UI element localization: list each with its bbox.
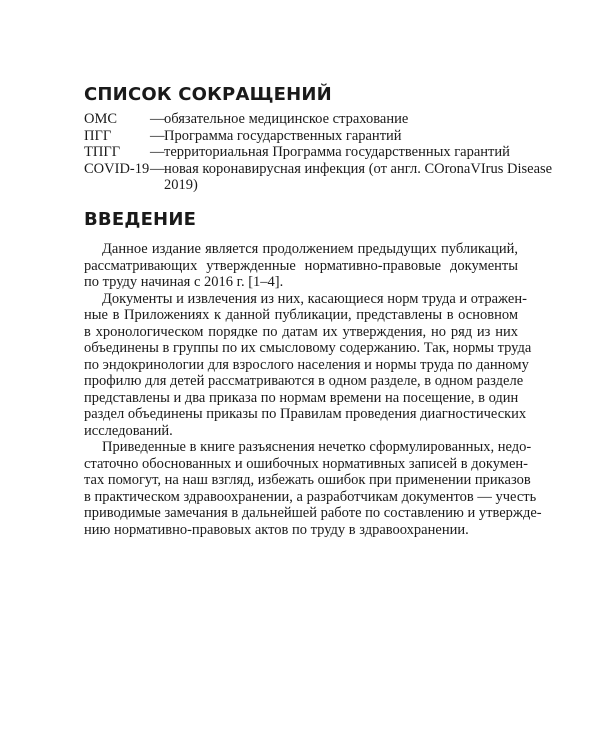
- definition-line: 2019): [164, 177, 198, 193]
- paragraph: [84, 241, 518, 291]
- abbreviation-definition: территориальная Программа государственных гарантий: [164, 144, 510, 160]
- abbreviation-definition: обязательное медицинское страхование: [164, 111, 409, 127]
- introduction-body: [84, 241, 542, 538]
- paragraph-line: по эндокринологии для взрослого населения и нормы труда по данному: [84, 356, 529, 373]
- abbreviation-row: [84, 111, 524, 128]
- paragraph: [84, 290, 532, 440]
- abbreviation-row: [84, 160, 553, 194]
- definition-line: новая коронавирусная инфекция (от англ. COronaVIrus Disease: [164, 160, 553, 177]
- paragraph-line: в хронологическом порядке по датам их утверждения, но ряд из них: [84, 323, 518, 340]
- abbreviation-term: ОМС: [84, 111, 118, 127]
- paragraph-line: тах помогут, на наш взгляд, избежать ошибок при применении приказов: [84, 472, 531, 488]
- paragraph-line: Документы и извлечения из них, касающиеся норм труда и отражен-: [102, 290, 527, 307]
- paragraph-line: профилю для детей рассматриваются в одном разделе, в одном разделе: [84, 373, 524, 389]
- paragraph-line: по труду начиная с 2016 г. [1–4].: [84, 274, 284, 290]
- abbreviation-definition: [164, 161, 552, 194]
- abbreviation-dash: —: [150, 144, 165, 160]
- abbreviation-row: [84, 144, 524, 161]
- paragraph-line: Приведенные в книге разъяснения нечетко сформулированных, недо-: [102, 439, 532, 455]
- abbreviations-heading: СПИСОК СОКРАЩЕНИЙ: [84, 84, 332, 105]
- paragraph-line: ные в Приложениях к данной публикации, представлены в основном: [84, 307, 518, 323]
- abbreviation-term: COVID-19: [84, 160, 150, 177]
- paragraph-line: исследований.: [84, 422, 173, 439]
- paragraph-line: рассматривающих утвержденные нормативно-правовые документы: [84, 257, 518, 274]
- abbreviation-term: ТПГГ: [84, 144, 121, 160]
- abbreviation-dash: —: [150, 111, 165, 127]
- paragraph-line: Данное издание является продолжением предыдущих публикаций,: [102, 241, 518, 257]
- paragraph-line: в практическом здравоохранении, а разработчикам документов — учесть: [84, 488, 537, 505]
- paragraph-line: статочно обоснованных и ошибочных нормативных записей в докумен-: [84, 455, 528, 472]
- paragraph-line: объединены в группы по их смысловому содержанию. Так, нормы труда: [84, 340, 532, 356]
- abbreviation-dash: —: [150, 127, 165, 144]
- abbreviation-term: ПГГ: [84, 127, 112, 144]
- paragraph: [84, 439, 542, 538]
- abbreviation-dash: —: [150, 160, 165, 177]
- paragraph-line: приводимые замечания в дальнейшей работе по составлению и утвержде-: [84, 505, 542, 521]
- paragraph-line: раздел объединены приказы по Правилам проведения диагностических: [84, 406, 527, 422]
- introduction-heading: ВВЕДЕНИЕ: [84, 209, 197, 230]
- abbreviation-definition: Программа государственных гарантий: [164, 127, 402, 144]
- paragraph-line: представлены и два приказа по нормам времени на посещение, в один: [84, 389, 519, 406]
- abbreviation-row: [84, 128, 524, 145]
- paragraph-line: нию нормативно-правовых актов по труду в здравоохранении.: [84, 521, 469, 538]
- abbreviations-list: [84, 111, 553, 194]
